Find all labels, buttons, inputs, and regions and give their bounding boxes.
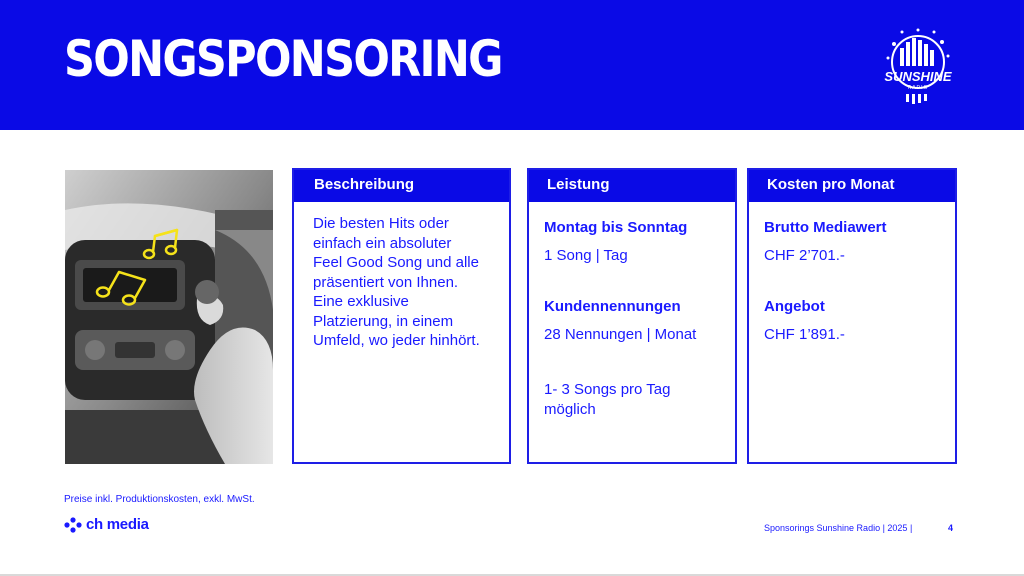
footer-source: Sponsorings Sunshine Radio | 2025 | <box>764 523 913 533</box>
logo-subtitle: RADIO <box>907 85 929 91</box>
leistung-note-line: möglich <box>544 400 596 418</box>
leistung-heading: Leistung <box>529 170 735 202</box>
beschreibung-line: präsentiert von Ihnen. <box>313 273 459 291</box>
kosten-card <box>747 168 957 464</box>
ch-media-logo <box>64 516 149 533</box>
beschreibung-line: Feel Good Song und alle <box>313 254 479 271</box>
car-radio-photo <box>65 170 273 464</box>
kosten-sub-angebot: Angebot <box>764 298 825 315</box>
leistung-sub-days: Montag bis Sonntag <box>544 219 688 236</box>
beschreibung-heading: Beschreibung <box>294 170 509 202</box>
beschreibung-line: Eine exklusive <box>313 293 409 310</box>
leistung-card <box>527 168 737 464</box>
beschreibung-card <box>292 168 511 464</box>
sunshine-radio-logo <box>872 28 964 108</box>
price-footnote: Preise inkl. Produktionskosten, exkl. MwSt. <box>64 494 255 505</box>
kosten-value-angebot: CHF 1’891.- <box>764 325 845 343</box>
ch-media-mark-icon <box>64 517 82 533</box>
beschreibung-line: Die besten Hits oder <box>313 215 449 232</box>
logo-wordmark: SUNSHINE <box>884 69 952 84</box>
page-number: 4 <box>948 523 954 533</box>
beschreibung-line: Platzierung, in einem <box>313 312 454 330</box>
leistung-sub-mentions: Kundennennungen <box>544 298 681 315</box>
beschreibung-line: Umfeld, wo jeder hinhört. <box>313 332 480 349</box>
kosten-sub-brutto: Brutto Mediawert <box>764 219 887 236</box>
leistung-note-line: 1- 3 Songs pro Tag <box>544 381 671 398</box>
page-title: SONGSPONSORING <box>64 30 502 88</box>
ch-media-wordmark: ch media <box>86 516 149 533</box>
leistung-value-mentions: 28 Nennungen | Monat <box>544 325 697 343</box>
kosten-value-brutto: CHF 2’701.- <box>764 246 845 264</box>
leistung-value-songs: 1 Song | Tag <box>544 246 628 264</box>
logo-graphic-icon <box>872 28 964 108</box>
kosten-heading: Kosten pro Monat <box>749 170 955 202</box>
header-banner <box>0 0 1024 130</box>
beschreibung-line: einfach ein absoluter <box>313 234 452 252</box>
